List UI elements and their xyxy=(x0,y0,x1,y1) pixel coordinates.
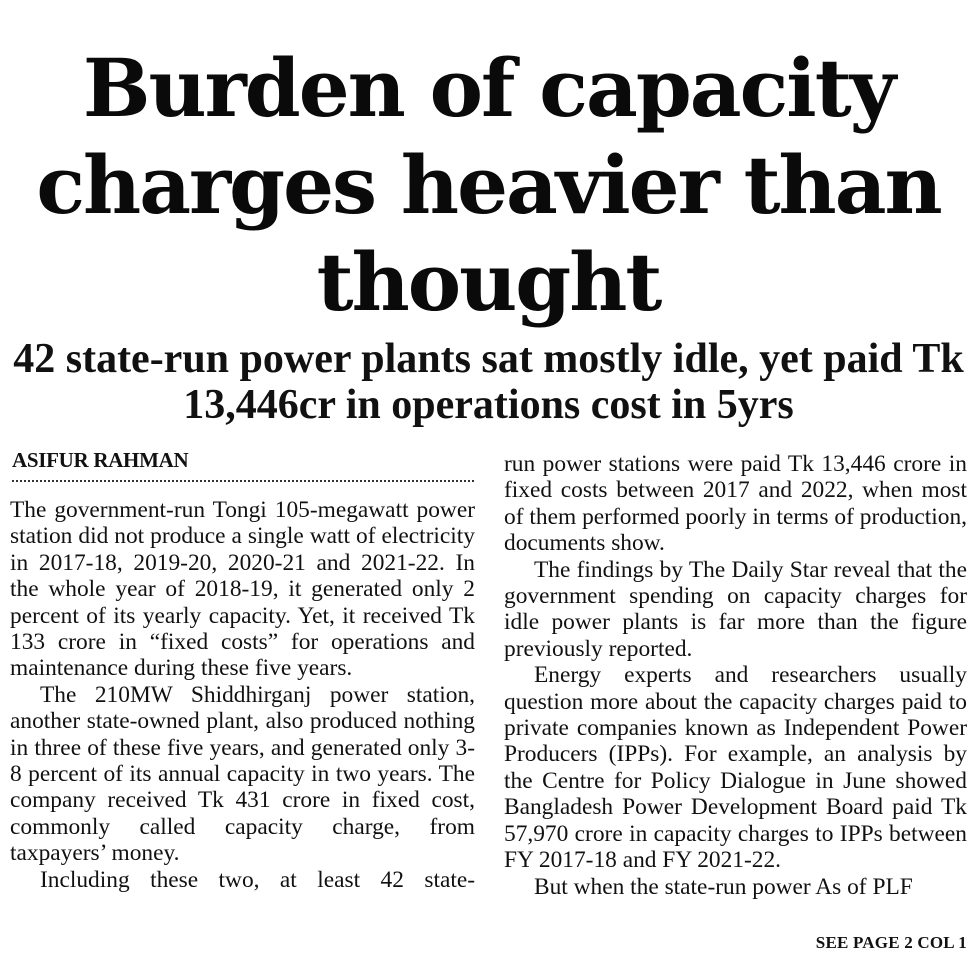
paragraph: But when the state-run power As of PLF xyxy=(534,873,913,900)
article-column-right xyxy=(504,451,967,900)
headline: Burden of capacity charges heavier than thought xyxy=(36,41,941,329)
byline: ASIFUR RAHMAN xyxy=(12,448,474,482)
paragraph: The findings by The Daily Star reveal that the government spending on capacity charges for idle power plants is far more than the figure previously reported. xyxy=(504,556,967,662)
paragraph: The government-run Tongi 105-megawatt power station did not produce a single watt of electricity in 2017-18, 2019-20, 2020-21 and 2021-22. In the whole year of 2018-19, it generated only 2 percent of its yearly capacity. Yet, it received Tk 133 crore in “fixed costs” for operations and maintenance during these five years. xyxy=(10,497,475,682)
paragraph: Including these two, at least 42 state- xyxy=(40,866,475,893)
subheadline: 42 state-run power plants sat mostly idle, yet paid Tk 13,446cr in operations cost in 5yrs xyxy=(13,336,964,428)
paragraph: The 210MW Shiddhirganj power station, another state-owned plant, also produced nothing in three of these five years, and generated only 3-8 percent of its annual capacity in two years. The company received Tk 431 crore in fixed cost, commonly called capacity charge, from taxpayers’ money. xyxy=(10,681,475,867)
paragraph: Energy experts and researchers usually question more about the capacity charges paid to private companies known as Independent Power Producers (IPPs). For example, an analysis by the Centre for Policy Dialogue in June showed Bangladesh Power Development Board paid Tk 57,970 crore in capacity charges to IPPs between FY 2017-18 and FY 2021-22. xyxy=(504,662,967,874)
continuation-jump-line: SEE PAGE 2 COL 1 xyxy=(815,933,967,952)
article-column-left xyxy=(10,497,475,893)
paragraph: run power stations were paid Tk 13,446 crore in fixed costs between 2017 and 2022, when most of them performed poorly in terms of production, documents show. xyxy=(504,451,967,557)
